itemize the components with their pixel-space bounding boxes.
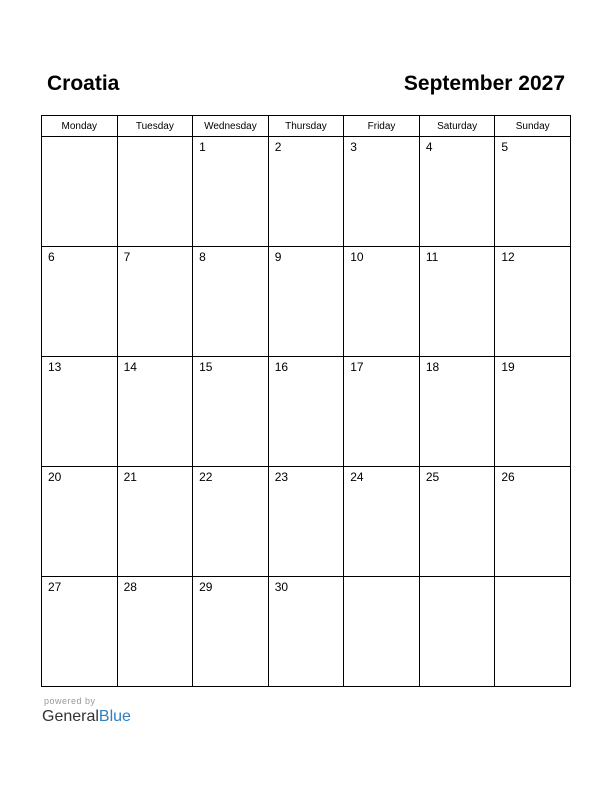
day-number: 9 <box>274 250 282 264</box>
day-number: 24 <box>350 470 364 484</box>
day-number: 23 <box>274 470 289 484</box>
day-cell <box>42 577 118 687</box>
day-cell <box>419 357 495 467</box>
day-number: 2 <box>274 140 282 154</box>
day-number: 29 <box>199 580 213 594</box>
month-title: September 2027 <box>403 72 565 95</box>
day-number: 21 <box>123 470 137 484</box>
day-cell <box>117 247 193 357</box>
day-number <box>42 137 117 140</box>
day-number: 6 <box>48 250 55 264</box>
weekday-header: Sunday <box>495 116 571 137</box>
day-cell <box>268 357 344 467</box>
day-number: 30 <box>274 580 289 594</box>
powered-by-label: powered by <box>44 696 96 706</box>
day-number: 1 <box>199 140 206 154</box>
day-number: 12 <box>501 250 515 264</box>
weekday-header: Wednesday <box>193 116 269 137</box>
weekday-header: Thursday <box>268 116 344 137</box>
day-number: 10 <box>350 250 364 264</box>
day-number: 25 <box>425 470 440 484</box>
week-row <box>42 137 571 247</box>
country-title: Croatia <box>47 72 120 95</box>
day-cell <box>193 577 269 687</box>
day-number: 14 <box>123 360 137 374</box>
day-number: 8 <box>199 250 206 264</box>
day-cell <box>344 577 420 687</box>
day-cell <box>419 577 495 687</box>
day-cell <box>268 577 344 687</box>
day-cell <box>193 467 269 577</box>
day-number: 22 <box>199 470 213 484</box>
day-cell <box>193 247 269 357</box>
day-cell <box>117 577 193 687</box>
weekday-header: Friday <box>344 116 420 137</box>
day-cell <box>419 247 495 357</box>
day-number: 17 <box>350 360 364 374</box>
day-cell <box>193 357 269 467</box>
day-cell <box>42 357 118 467</box>
week-row <box>42 467 571 577</box>
day-cell <box>344 357 420 467</box>
brand-general-text: General <box>42 708 99 725</box>
day-number: 20 <box>48 470 62 484</box>
day-cell <box>495 577 571 687</box>
day-number: 18 <box>425 360 440 374</box>
day-cell <box>344 137 420 247</box>
day-cell <box>495 247 571 357</box>
day-cell <box>495 137 571 247</box>
day-cell <box>419 137 495 247</box>
day-number: 11 <box>425 250 439 264</box>
weekday-header: Tuesday <box>117 116 193 137</box>
day-cell <box>268 137 344 247</box>
day-cell <box>344 467 420 577</box>
day-cell <box>268 467 344 577</box>
day-cell <box>117 467 193 577</box>
day-number: 16 <box>274 360 289 374</box>
footer-branding <box>42 696 131 727</box>
day-number <box>420 577 495 580</box>
brand-blue-text: Blue <box>98 708 131 725</box>
day-number: 19 <box>501 360 515 374</box>
calendar-grid <box>41 115 571 687</box>
day-number: 3 <box>350 140 357 154</box>
weekday-header-row <box>42 116 571 137</box>
day-cell <box>42 467 118 577</box>
day-number: 15 <box>199 360 213 374</box>
day-cell <box>193 137 269 247</box>
week-row <box>42 247 571 357</box>
day-cell <box>495 467 571 577</box>
weekday-header: Saturday <box>419 116 495 137</box>
day-number: 27 <box>48 580 62 594</box>
day-cell <box>117 357 193 467</box>
day-number <box>118 137 193 140</box>
generalblue-logo <box>42 707 131 727</box>
weekday-header: Monday <box>42 116 118 137</box>
day-cell <box>419 467 495 577</box>
day-number <box>344 577 419 580</box>
day-number: 7 <box>123 250 131 264</box>
day-cell <box>42 137 118 247</box>
day-number: 28 <box>123 580 137 594</box>
week-row <box>42 357 571 467</box>
week-row <box>42 577 571 687</box>
day-cell <box>268 247 344 357</box>
day-number: 4 <box>425 140 433 154</box>
day-number: 13 <box>48 360 62 374</box>
day-number <box>495 577 570 580</box>
day-cell <box>344 247 420 357</box>
day-cell <box>42 247 118 357</box>
day-cell <box>117 137 193 247</box>
day-number: 26 <box>501 470 515 484</box>
day-number: 5 <box>501 140 509 154</box>
day-cell <box>495 357 571 467</box>
